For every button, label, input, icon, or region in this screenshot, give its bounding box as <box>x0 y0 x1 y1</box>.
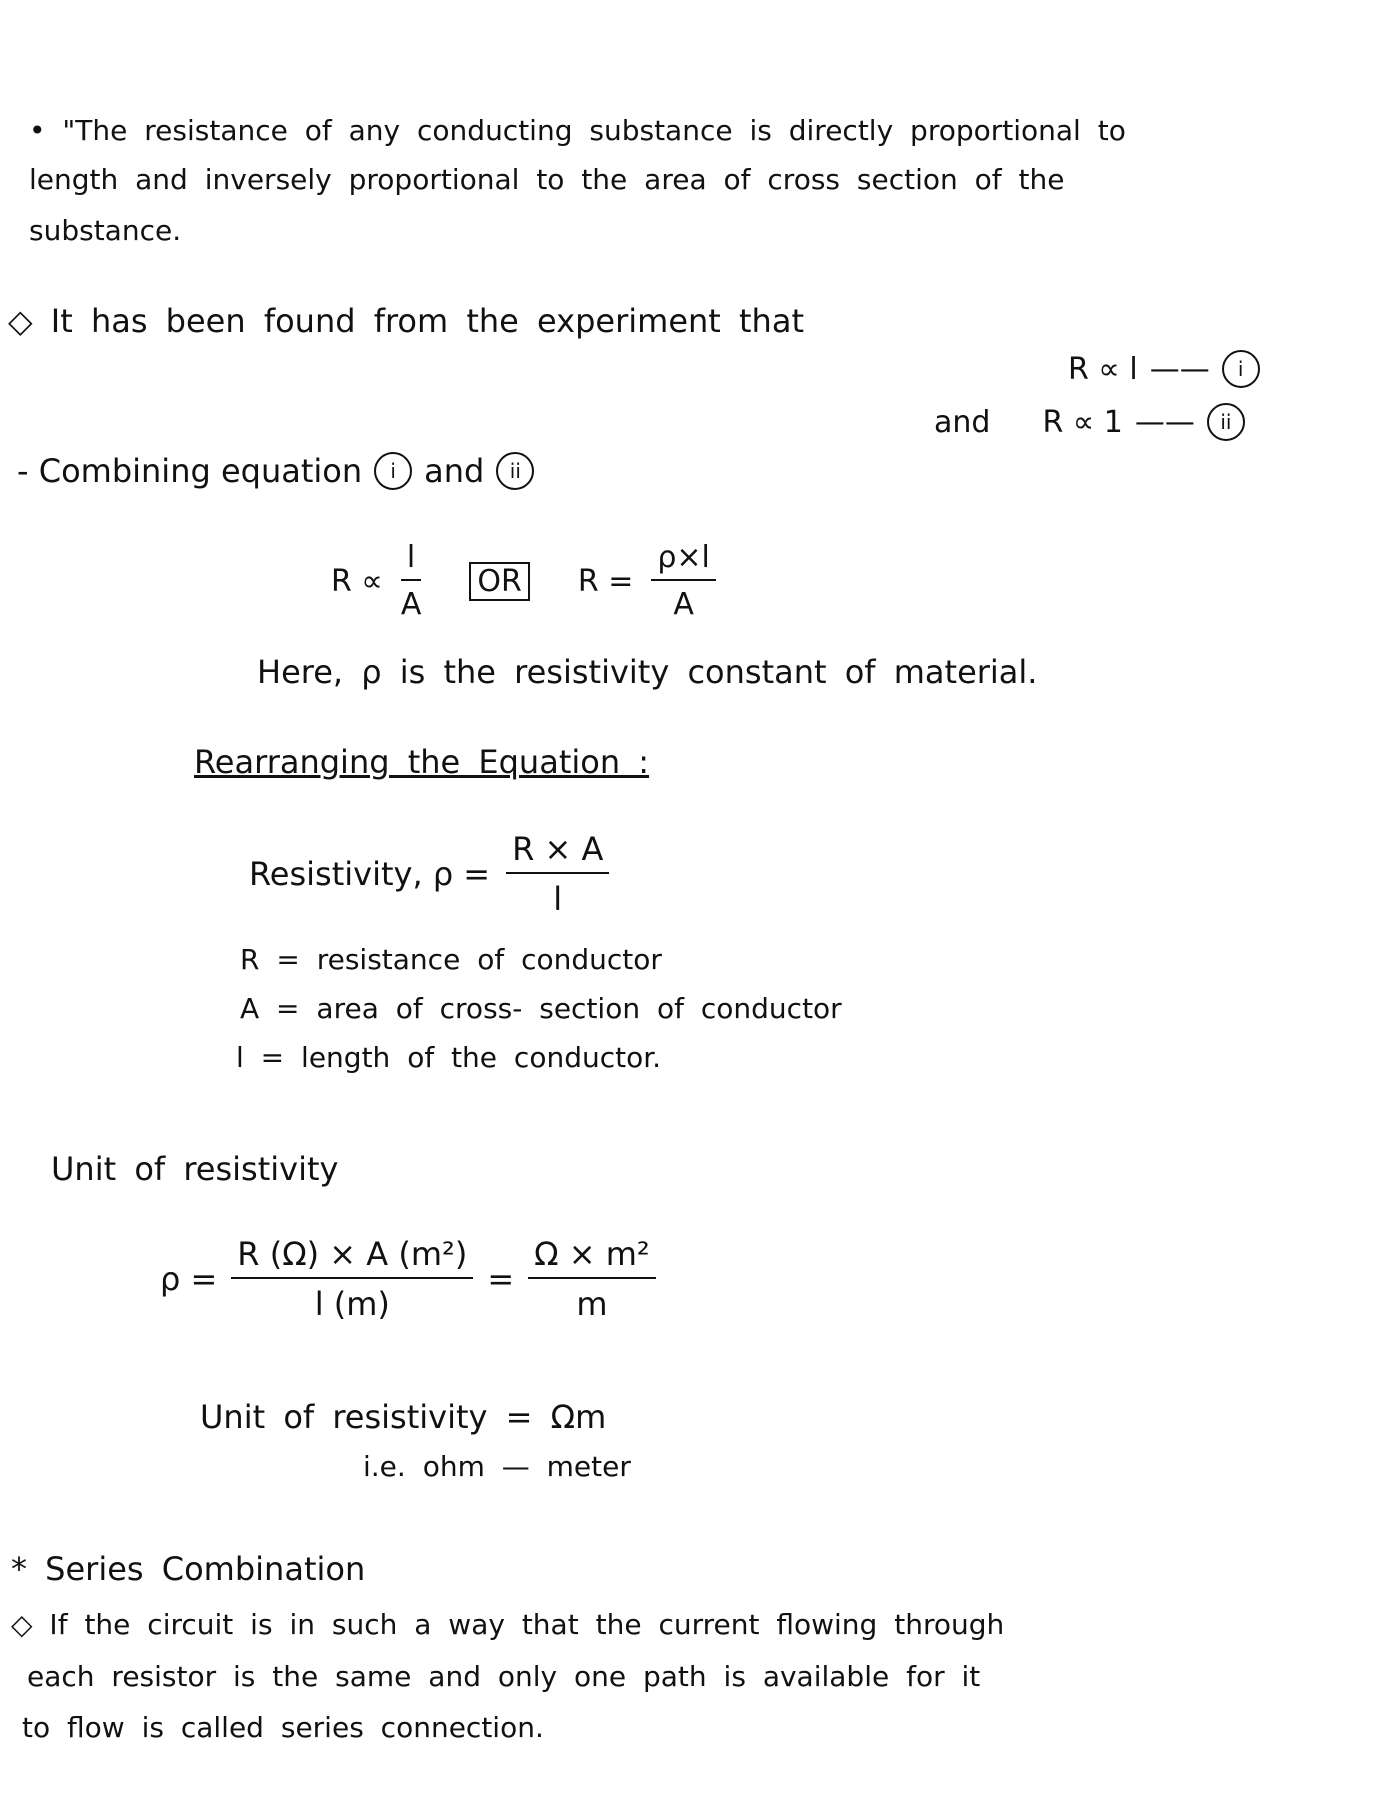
rearranging-heading: Rearranging the Equation : <box>194 743 650 781</box>
and-label: and <box>934 404 991 440</box>
experiment-intro: ◇ It has been found from the experiment that <box>8 302 804 340</box>
unit-heading: Unit of resistivity <box>51 1150 339 1188</box>
equation-2-text: R ∝ 1 <box>1042 404 1123 440</box>
numerator: R (Ω) × A (m²) <box>231 1235 473 1279</box>
equation-tag-ii: ii <box>496 452 534 490</box>
series-line-2: each resistor is the same and only one path is available for it <box>27 1660 981 1693</box>
and-text: and <box>424 452 485 490</box>
definition-line-1: • "The resistance of any conducting substance is directly proportional to <box>29 114 1126 147</box>
series-line-3: to flow is called series connection. <box>22 1711 544 1744</box>
definition-line-3: substance. <box>29 214 182 247</box>
denominator: A <box>400 587 422 622</box>
dash: —— <box>1149 351 1210 387</box>
numerator: ρ×l <box>651 540 716 581</box>
or-box: OR <box>469 562 529 601</box>
denominator: m <box>576 1285 608 1323</box>
proportionality-row <box>331 540 716 622</box>
equation-tag-i: i <box>374 452 412 490</box>
equation-lhs: R = <box>577 563 634 599</box>
denominator: l <box>553 880 563 918</box>
combining-line <box>17 452 534 490</box>
series-line-1: ◇ If the circuit is in such a way that the current flowing through <box>11 1608 1005 1641</box>
definition-l: l = length of the conductor. <box>236 1041 662 1074</box>
fraction-l-over-a <box>401 540 422 622</box>
equation-tag-i: i <box>1222 350 1260 388</box>
unit-lhs: ρ = <box>160 1260 218 1298</box>
equation-1-text: R ∝ l <box>1068 351 1138 387</box>
fraction-rho-l-over-a <box>651 540 716 622</box>
unit-equation-row <box>160 1235 656 1323</box>
definition-a: A = area of cross- section of conductor <box>240 992 842 1025</box>
equation-tag-ii: ii <box>1207 403 1245 441</box>
definition-line-2: length and inversely proportional to the area of cross section of the <box>29 163 1065 196</box>
equation-2-row <box>934 403 1245 441</box>
denominator: A <box>673 587 694 622</box>
series-heading: * Series Combination <box>11 1550 366 1588</box>
numerator: Ω × m² <box>528 1235 656 1279</box>
denominator: l (m) <box>314 1285 390 1323</box>
unit-ie: i.e. ohm — meter <box>363 1450 631 1483</box>
resistivity-row <box>249 830 609 918</box>
equation-1 <box>1068 350 1260 388</box>
numerator: R × A <box>506 830 609 874</box>
definition-r: R = resistance of conductor <box>240 943 662 976</box>
unit-result: Unit of resistivity = Ωm <box>200 1398 607 1436</box>
fraction-unit-simplified <box>528 1235 656 1323</box>
combining-text: - Combining equation <box>17 452 363 490</box>
equals-sign: = <box>487 1260 515 1298</box>
resistivity-note: Here, ρ is the resistivity constant of material. <box>257 653 1038 691</box>
numerator: l <box>401 540 421 581</box>
resistivity-lhs: Resistivity, ρ = <box>249 855 491 893</box>
fraction-unit <box>231 1235 473 1323</box>
proportional-lhs: R ∝ <box>331 563 383 599</box>
dash: —— <box>1134 404 1195 440</box>
fraction-ra-over-l <box>506 830 609 918</box>
